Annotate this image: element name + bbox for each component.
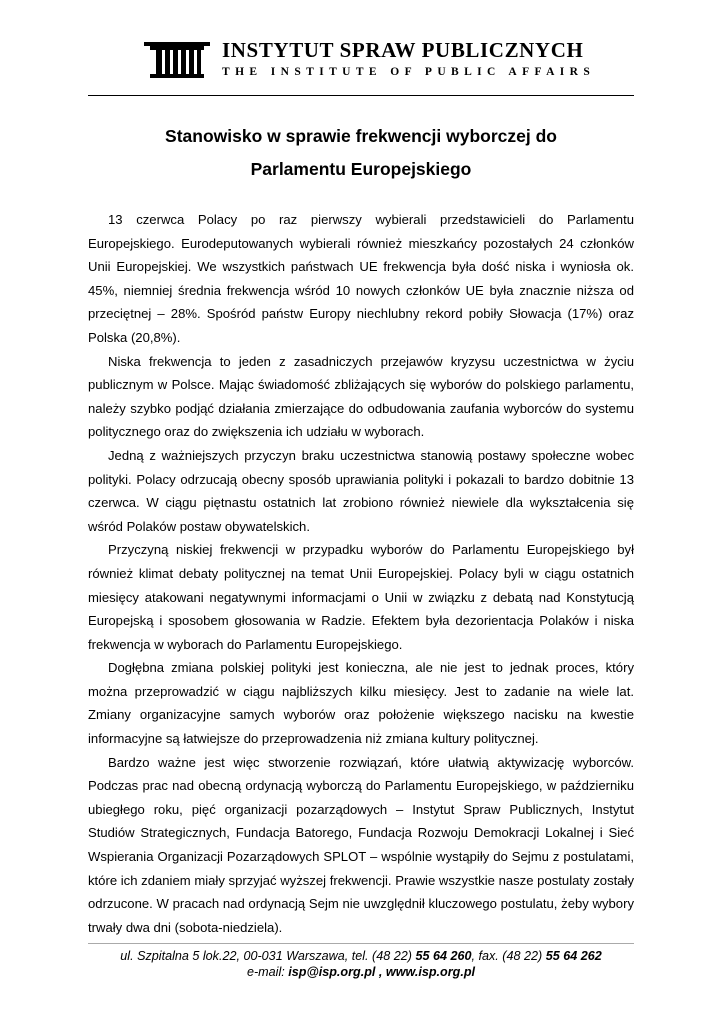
institute-name: INSTYTUT SPRAW PUBLICZNYCH bbox=[222, 38, 584, 62]
footer-address-line bbox=[88, 948, 634, 964]
footer-email-link[interactable]: isp@isp.org.pl bbox=[288, 965, 376, 979]
document-title bbox=[88, 120, 634, 186]
document-title-line-1: Stanowisko w sprawie frekwencji wyborczej do bbox=[165, 126, 557, 146]
paragraph-1: 13 czerwca Polacy po raz pierwszy wybierali przedstawicieli do Parlamentu Europejskiego. Eurodeputowanych wybierali również mieszkańcy pozostałych 24 członków Unii Europejskiej. We wszystkich państwach UE frekwencja była dość niska i wyniosła ok. 45%, niemniej średnia frekwencja wśród 10 nowych członków UE była znacznie niższa od przeciętnej – 28%. Spośród państw Europy niechlubny rekord pobiły Słowacja (17%) oraz Polska (20,8%). bbox=[88, 212, 634, 345]
footer-email-label: e-mail: bbox=[246, 965, 289, 979]
footer-website-link[interactable]: www.isp.org.pl bbox=[385, 965, 476, 979]
paragraph-4: Przyczyną niskiej frekwencji w przypadku wyborów do Parlamentu Europejskiego był również klimat debaty politycznej na temat Unii Europejskiej. Polacy byli w ciągu ostatnich miesięcy atakowani negatywnymi informacjami o Unii w związku z debatą nad Konstytucją Europejską i sposobem głosowania w Radzie. Efektem była dezorientacja Polaków i niska frekwencja w wyborach do Parlamentu Europejskiego. bbox=[88, 542, 634, 652]
footer bbox=[88, 948, 634, 980]
document-body bbox=[88, 208, 634, 939]
document-title-line-2: Parlamentu Europejskiego bbox=[250, 159, 472, 179]
letterhead bbox=[144, 38, 634, 88]
footer-phone: 55 64 260 bbox=[415, 949, 472, 963]
paragraph-5: Dogłębna zmiana polskiej polityki jest konieczna, ale nie jest to jednak proces, który można przeprowadzić w ciągu najbliższych kilku miesięcy. Jest to zadanie na wiele lat. Zmiany organizacyjne samych wyborów oraz położenie większego nacisku na kwestie informacyjne są łatwiejsze do przeprowadzenia niż zmiana kultury politycznej. bbox=[88, 660, 634, 747]
paragraph-6: Bardzo ważne jest więc stworzenie rozwiązań, które ułatwią aktywizację wyborców. Podczas prac nad obecną ordynacją wyborczą do Parlamentu Europejskiego, w październiku ubiegłego roku, pięć organizacji pozarządowych – Instytut Spraw Publicznych, Instytut Studiów Strategicznych, Fundacja Batorego, Fundacja Rozwoju Demokracji Lokalnej i Sieć Wspierania Organizacji Pozarządowych SPLOT – wspólnie wystąpiły do Sejmu z postulatami, które ich zdaniem miały sprzyjać wyższej frekwencji. Prawie wszystkie nasze postulaty zostały odrzucone. W pracach nad ordynacją Sejm nie uwzględnił kluczowego postulatu, żeby wybory trwały dwa dni (sobota-niedziela). bbox=[88, 754, 634, 935]
footer-separator: , bbox=[375, 965, 386, 979]
paragraph-2: Niska frekwencja to jeden z zasadniczych przejawów kryzysu uczestnictwa w życiu publicznym w Polsce. Mając świadomość zbliżających się wyborów do polskiego parlamentu, należy szybko podjąć działania zmierzające do odbudowania zaufania wyborców do systemu politycznego oraz do zwiększenia ich udziału w wyborach. bbox=[88, 353, 634, 440]
paragraph-3: Jedną z ważniejszych przyczyn braku uczestnictwa stanowią postawy społeczne wobec polityki. Polacy odrzucają obecny sposób uprawiania polityki i pokazali to bardzo dobitnie 13 czerwca. W ciągu piętnastu ostatnich lat zrobiono również niewiele dla wykształcenia się wśród Polaków postaw obywatelskich. bbox=[88, 447, 634, 534]
header-divider bbox=[88, 95, 634, 96]
footer-fax-label: , fax. (48 22) bbox=[471, 949, 546, 963]
footer-contact-line bbox=[88, 964, 634, 980]
institute-logo-columns-icon bbox=[144, 42, 210, 78]
footer-fax: 55 64 262 bbox=[545, 949, 602, 963]
footer-address: ul. Szpitalna 5 lok.22, 00-031 Warszawa, tel. (48 22) bbox=[120, 949, 416, 963]
institute-name-english: THE INSTITUTE OF PUBLIC AFFAIRS bbox=[222, 66, 596, 78]
footer-divider bbox=[88, 943, 634, 944]
